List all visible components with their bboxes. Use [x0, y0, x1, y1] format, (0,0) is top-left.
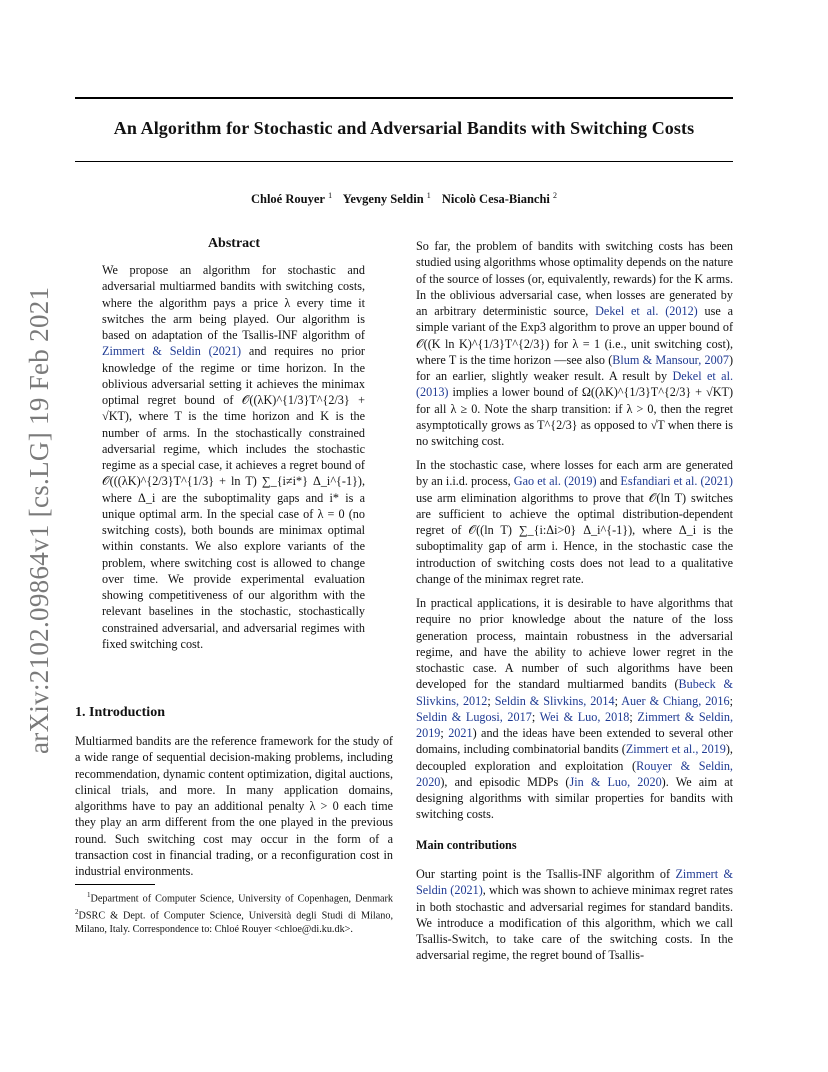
citation-link[interactable]: 2021 [448, 726, 473, 740]
right-paragraph-3: In practical applications, it is desirable to have algorithms that require no prior knowledge about the nature of the loss generation process, maintain robustness in the adversarial regime, and have the ability to achieve lower regret in the stochastic case. A number of such algorithms have been developed for the standard multiarmed bandits (Bubeck & Slivkins, 2012; Seldin & Slivkins, 2014; Auer & Chiang, 2016; Seldin & Lugosi, 2017; Wei & Luo, 2018; Zimmert & Seldin, 2019; 2021) and the ideas have been extended to several other domains, including combinatorial bandits (Zimmert et al., 2019), decoupled exploration and exploitation (Rouyer & Seldin, 2020), and episodic MDPs (Jin & Luo, 2020). We aim at designing algorithms with similar properties for bandits with switching costs. [416, 596, 734, 822]
citation-link[interactable]: Rouyer & Seldin, 2020 [416, 758, 733, 789]
subsection-heading-main-contributions: Main contributions [416, 838, 517, 852]
citation-link[interactable]: Gao et al. (2019) [513, 474, 597, 489]
introduction-text: Multiarmed bandits are the reference framework for the study of a wide range of sequential decision-making problems, including recommendation, dynamic content optimization, digital auctions, clinical trials, and more. In many application domains, algorithms have to pay an additional penalty λ > 0 each time they play an arm different from the one played in the previous round. Such switching cost may occur in the form of a transaction cost in financial trading, or a reconfiguration cost in industrial environments. [75, 734, 393, 878]
right-paragraph-1: So far, the problem of bandits with switching costs has been studied using algorithms whose optimality depends on the nature of the source of losses (or, equivalently, rewards) for the K arms. In the oblivious adversarial case, when losses are generated by an arbitrary deterministic source, Dekel et al. (2012) use a simple variant of the Exp3 algorithm to prove an upper bound of 𝒪((K ln K)^{1/3}T^{2/3}) for λ = 1 (i.e., unit switching cost), where T is the time horizon —see also (Blum & Mansour, 2007) for an earlier, slightly weaker result. A result by Dekel et al. (2013) implies a lower bound of Ω((λK)^{1/3}T^{2/3} + √KT) for all λ ≥ 0. Note the sharp transition: if λ > 0, then the regret asymptotically grows as T^{2/3} as opposed to √T when there is no switching cost. [416, 239, 733, 448]
citation-link[interactable]: Zimmert & Seldin (2021) [102, 344, 242, 359]
title-top-rule [75, 97, 733, 99]
citation-link[interactable]: Auer & Chiang, 2016 [621, 693, 730, 708]
abstract-text: We propose an algorithm for stochastic and adversarial multiarmed bandits with switching costs, where the algorithm pays a price λ every time it switches the arm being played. Our algorithm is based on adaptation of the Tsallis-INF algorithm of Zimmert & Seldin (2021) and requires no prior knowledge of the regime or time horizon. In the oblivious adversarial setting it achieves the minimax optimal regret bound of 𝒪((λK)^{1/3}T^{2/3} + √KT), where T is the time horizon and K is the number of arms. In the stochastically constrained adversarial regime, which includes the stochastic regime as a special case, it achieves a regret bound of 𝒪(((λK)^{2/3}T^{1/3} + ln T) ∑_{i≠i*} Δ_i^{-1}), where Δ_i are the suboptimality gaps and i* is a unique optimal arm. In the special case of λ = 0 (no switching costs), both bounds are minimax optimal within constants. We also explore variants of the problem, where switching cost is allowed to change over time. We provide experimental evaluation showing competitiveness of our algorithm with the relevant baselines in the stochastic, stochastically constrained adversarial, and adversarial regimes with fixed switching cost. [102, 263, 365, 651]
arxiv-stamp: arXiv:2102.09864v1 [cs.LG] 19 Feb 2021 [24, 286, 54, 754]
citation-link[interactable]: Seldin & Slivkins, 2014 [494, 693, 615, 708]
abstract-heading: Abstract [207, 236, 261, 251]
citation-link[interactable]: Bubeck & Slivkins, 2012 [416, 677, 733, 708]
citation-link[interactable]: Wei & Luo, 2018 [539, 709, 630, 724]
author-name: Yevgeny Seldin [342, 192, 424, 207]
title-bottom-rule [75, 161, 733, 162]
citation-link[interactable]: Jin & Luo, 2020 [569, 774, 662, 789]
paper-title: An Algorithm for Stochastic and Adversarial Bandits with Switching Costs [113, 118, 695, 138]
author-list: Chloé Rouyer $^1$ Yevgeny Seldin $^1$ Nicolò Cesa-Bianchi $^2$ [250, 191, 558, 207]
right-paragraph-4: Our starting point is the Tsallis-INF algorithm of Zimmert & Seldin (2021), which was shown to achieve minimax regret rates in both stochastic and adversarial regimes for standard bandits. We introduce a modification of this algorithm, which we call Tsallis-Switch, to take care of the switching costs. In the adversarial regime, the regret bound of Tsallis- [416, 867, 734, 963]
citation-link[interactable]: Dekel et al. (2012) [595, 304, 698, 318]
author-name: Nicolò Cesa-Bianchi [441, 192, 550, 207]
section-heading-introduction: 1. Introduction [75, 705, 165, 720]
footnote-rule [75, 884, 155, 885]
citation-link[interactable]: Seldin & Lugosi, 2017 [416, 709, 532, 724]
citation-link[interactable]: Zimmert & Seldin, 2019 [416, 709, 734, 740]
citation-link[interactable]: Esfandiari et al. (2021) [620, 474, 733, 489]
affiliation-footnote: $^1$Department of Computer Science, University of Copenhagen, Denmark $^2$DSRC & Dept. of Computer Science, Università degli Studi di Milano, Milano, Italy. Correspondence to: Chloé Rouyer <chloe@di.ku.dk>. [75, 891, 393, 935]
right-paragraph-2: In the stochastic case, where losses for each arm are generated by an i.i.d. process, Gao et al. (2019) and Esfandiari et al. (2021) use arm elimination algorithms to prove that 𝒪(ln T) switches are sufficient to achieve the optimal distribution-dependent regret of 𝒪((ln T) ∑_{i:Δi>0} Δ_i^{-1}), where Δ_i is the suboptimality gap of arm i. Hence, in the stochastic case the introduction of switching costs does not lead to a qualitative change of the minimax regret rate. [416, 458, 733, 586]
citation-link[interactable]: Zimmert & Seldin (2021) [416, 867, 733, 898]
citation-link[interactable]: Zimmert et al., 2019 [625, 742, 726, 757]
author-name: Chloé Rouyer [250, 192, 325, 207]
citation-link[interactable]: Blum & Mansour, 2007 [612, 352, 729, 367]
citation-link[interactable]: Dekel et al. (2013) [416, 369, 733, 400]
